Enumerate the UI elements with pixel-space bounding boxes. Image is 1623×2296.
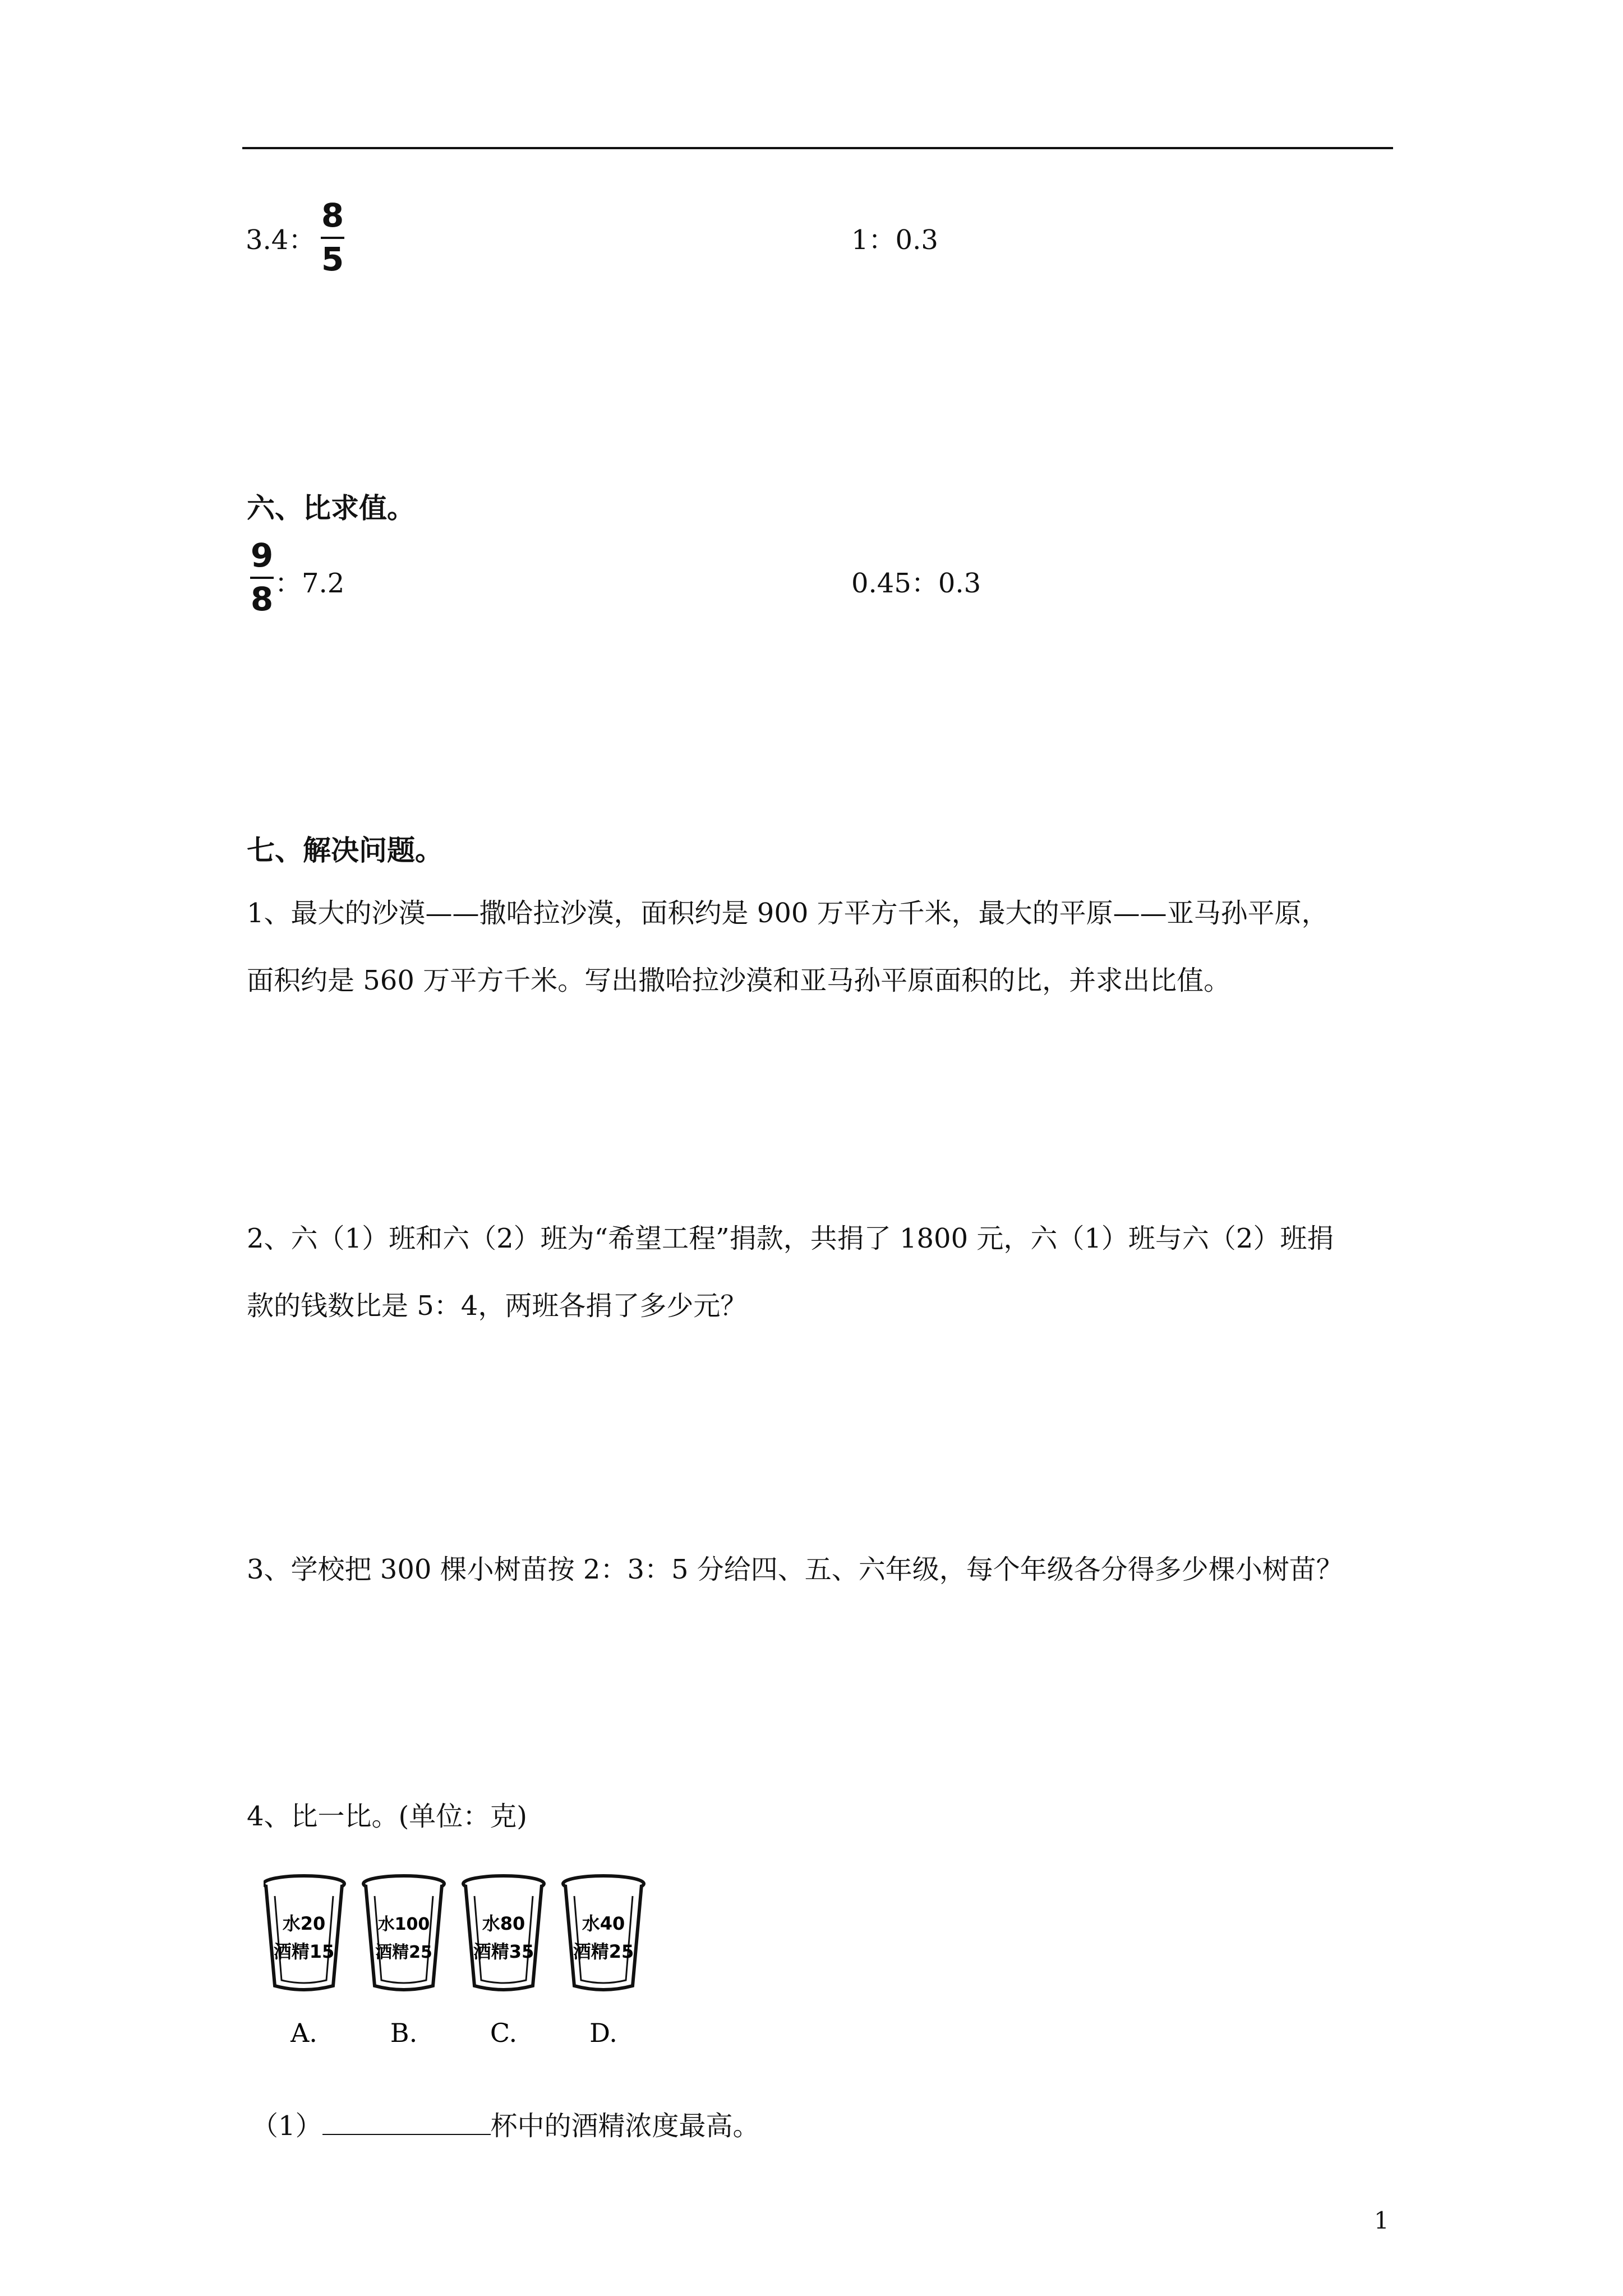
cup-b-alcohol: 酒精25 [375, 1943, 432, 1962]
fraction-bar [321, 237, 344, 239]
cup-a [264, 1876, 344, 2048]
cup-b [363, 1876, 444, 2048]
answer-blank[interactable] [322, 2109, 491, 2135]
sub-question-1 [251, 2109, 760, 2143]
sub-question-1-suffix: 杯中的酒精浓度最高。 [490, 2110, 760, 2142]
cup-c-water: 水80 [482, 1913, 525, 1934]
question-1-line-1: 1、最大的沙漠——撒哈拉沙漠，面积约是 900 万平方千米，最大的平原——亚马孙平原， [247, 898, 1329, 929]
section-7-title: 七、解决问题。 [247, 834, 443, 867]
ratio-1-0-3: 1：0.3 [851, 224, 938, 256]
cup-d-water: 水40 [582, 1913, 625, 1934]
question-4: 4、比一比。(单位：克) [247, 1801, 527, 1832]
section-6-title: 六、比求值。 [247, 491, 415, 524]
cup-a-water: 水20 [282, 1913, 326, 1934]
fraction-denominator: 5 [321, 240, 344, 278]
cup-d-label: D. [589, 2018, 617, 2048]
cup-d-alcohol: 酒精25 [573, 1941, 634, 1962]
cups-illustration [264, 1874, 667, 2059]
header-rule [242, 147, 1393, 149]
question-1-line-2: 面积约是 560 万平方千米。写出撒哈拉沙漠和亚马孙平原面积的比，并求出比值。 [247, 965, 1231, 996]
question-2-line-2: 款的钱数比是 5：4，两班各捐了多少元？ [247, 1290, 748, 1322]
fraction-numerator: 8 [321, 196, 344, 234]
question-3: 3、学校把 300 棵小树苗按 2：3：5 分给四、五、六年级，每个年级各分得多少棵小树苗？ [247, 1554, 1343, 1585]
cup-c [463, 1876, 544, 2048]
cup-c-alcohol: 酒精35 [473, 1941, 534, 1962]
cup-a-alcohol: 酒精15 [273, 1941, 335, 1962]
cup-b-water: 水100 [377, 1915, 430, 1934]
cup-b-label: B. [390, 2018, 418, 2048]
cup-a-label: A. [291, 2018, 317, 2048]
cup-d [563, 1876, 644, 2048]
page-number: 1 [1374, 2207, 1389, 2234]
question-2-line-1: 2、六（1）班和六（2）班为“希望工程”捐款，共捐了 1800 元，六（1）班与六（2）班捐 [247, 1223, 1334, 1254]
ratio-9-8-suffix: ：7.2 [275, 568, 345, 599]
fraction-9-8 [250, 537, 274, 617]
fraction-8-5 [321, 197, 344, 277]
fraction-numerator: 9 [250, 536, 274, 574]
cup-c-label: C. [490, 2018, 518, 2048]
ratio-3-4-prefix: 3.4： [246, 224, 316, 256]
fraction-bar [250, 577, 274, 579]
sub-question-1-prefix: （1） [251, 2110, 322, 2142]
ratio-0-45-0-3: 0.45：0.3 [851, 568, 981, 599]
fraction-denominator: 8 [250, 580, 274, 618]
